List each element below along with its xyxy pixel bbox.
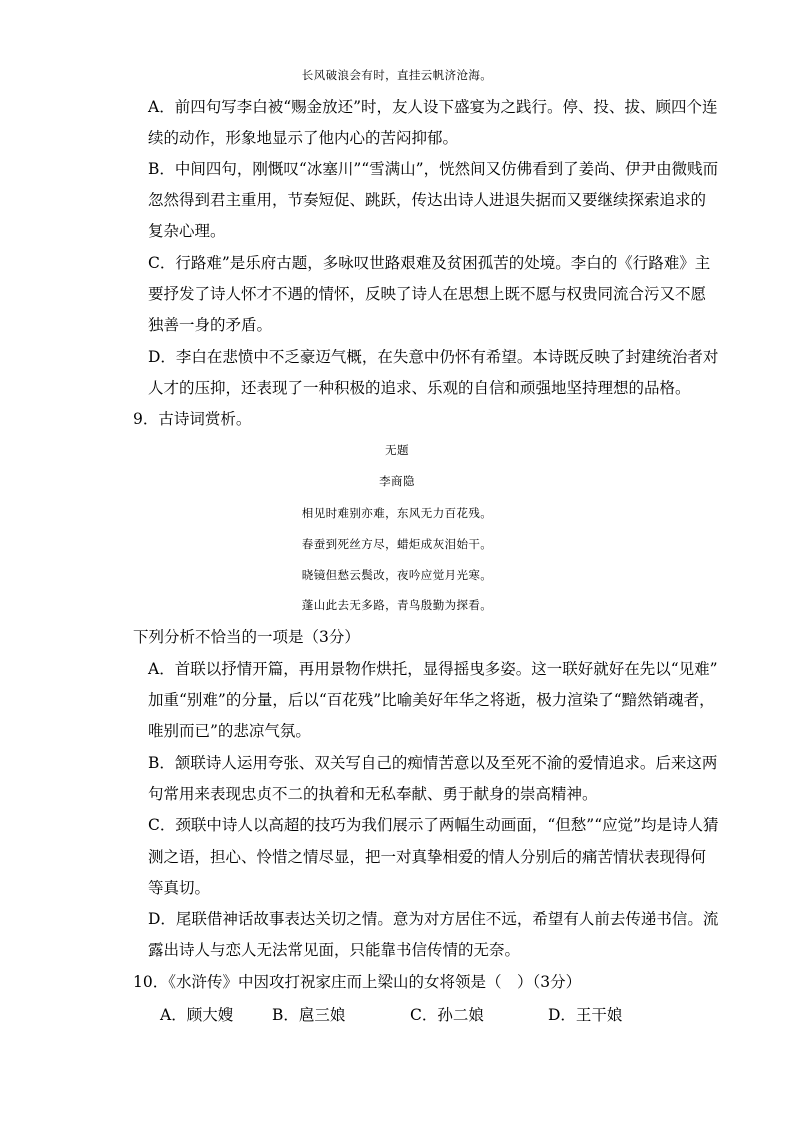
q10-option-c: C．孙二娘 xyxy=(410,1006,484,1024)
q8-option-b-line-3: 复杂心理。 xyxy=(148,222,226,240)
q10-options xyxy=(0,1003,794,1025)
q8-option-c-line-3: 独善一身的矛盾。 xyxy=(148,316,273,334)
q9-option-a-line-1: A．首联以抒情开篇，再用景物作烘托，显得摇曳多姿。这一联好就好在先以“见难” xyxy=(148,660,718,678)
q9-option-d-line-1: D．尾联借神话故事表达关切之情。意为对方居住不远，希望有人前去传递书信。流 xyxy=(148,910,719,928)
q9-option-c-line-1: C．颈联中诗人以高超的技巧为我们展示了两幅生动画面，“但愁”“应觉”均是诗人猜 xyxy=(148,816,719,834)
q8-option-a-line-1: A．前四句写李白被“赐金放还”时，友人设下盛宴为之践行。停、投、拔、顾四个连 xyxy=(148,98,718,116)
poem-line-1: 相见时难别亦难，东风无力百花残。 xyxy=(301,506,493,520)
q9-option-a-line-3: 唯别而已”的悲凉气氛。 xyxy=(148,722,311,740)
q9-option-c-line-2: 测之语，担心、怜惜之情尽显，把一对真挚相爱的情人分别后的痛苦情状表现得何 xyxy=(148,848,707,866)
q8-option-b-line-1: B．中间四句，刚慨叹“冰塞川”“雪满山”，恍然间又仿佛看到了姜尚、伊尹由微贱而 xyxy=(148,160,719,178)
poem-line-3: 晓镜但愁云鬓改，夜吟应觉月光寒。 xyxy=(301,568,493,582)
q8-option-b-line-2: 忽然得到君主重用，节奏短促、跳跃，传达出诗人进退失据而又要继续探索追求的 xyxy=(148,191,707,209)
q9-question: 下列分析不恰当的一项是（3分） xyxy=(133,628,360,646)
top-poem-line: 长风破浪会有时，直挂云帆济沧海。 xyxy=(301,68,493,82)
poem-title: 无题 xyxy=(385,443,409,457)
q9-option-b-line-1: B．颔联诗人运用夸张、双关写自己的痴情苦意以及至死不渝的爱情追求。后来这两 xyxy=(148,754,718,772)
q9-option-b-line-2: 句常用来表现忠贞不二的执着和无私奉献、勇于献身的崇高精神。 xyxy=(148,785,598,803)
q9-option-c-line-3: 等真切。 xyxy=(148,879,211,897)
poem-line-2: 春蚕到死丝方尽，蜡炬成灰泪始干。 xyxy=(301,537,493,551)
q10-option-d: D．王干娘 xyxy=(548,1006,623,1024)
poem-line-4: 蓬山此去无多路，青鸟殷勤为探看。 xyxy=(301,598,493,612)
q8-option-c-line-1: C．行路难”是乐府古题，多咏叹世路艰难及贫困孤苦的处境。李白的《行路难》主 xyxy=(148,254,711,272)
poem-author: 李商隐 xyxy=(379,474,415,488)
q10-stem: 10．《水浒传》中因攻打祝家庄而上梁山的女将领是（ ）（3分） xyxy=(133,973,582,991)
q10-option-a: A．顾大嫂 xyxy=(160,1006,234,1024)
q8-option-d-line-1: D．李白在悲愤中不乏豪迈气概，在失意中仍怀有希望。本诗既反映了封建统治者对 xyxy=(148,348,719,366)
q9-option-d-line-2: 露出诗人与恋人无法常见面，只能靠书信传情的无奈。 xyxy=(148,941,521,959)
q9-option-a-line-2: 加重“别难”的分量，后以“百花残”比喻美好年华之将逝，极力渲染了“黯然销魂者， xyxy=(148,691,715,709)
q8-option-c-line-2: 要抒发了诗人怀才不遇的情怀，反映了诗人在思想上既不愿与权贵同流合污又不愿 xyxy=(148,285,707,303)
q10-option-b: B．扈三娘 xyxy=(272,1006,346,1024)
q9-stem: 9．古诗词赏析。 xyxy=(133,410,252,428)
q8-option-a-line-2: 续的动作，形象地显示了他内心的苦闷抑郁。 xyxy=(148,129,459,147)
q8-option-d-line-2: 人才的压抑，还表现了一种积极的追求、乐观的自信和顽强地坚持理想的品格。 xyxy=(148,379,691,397)
